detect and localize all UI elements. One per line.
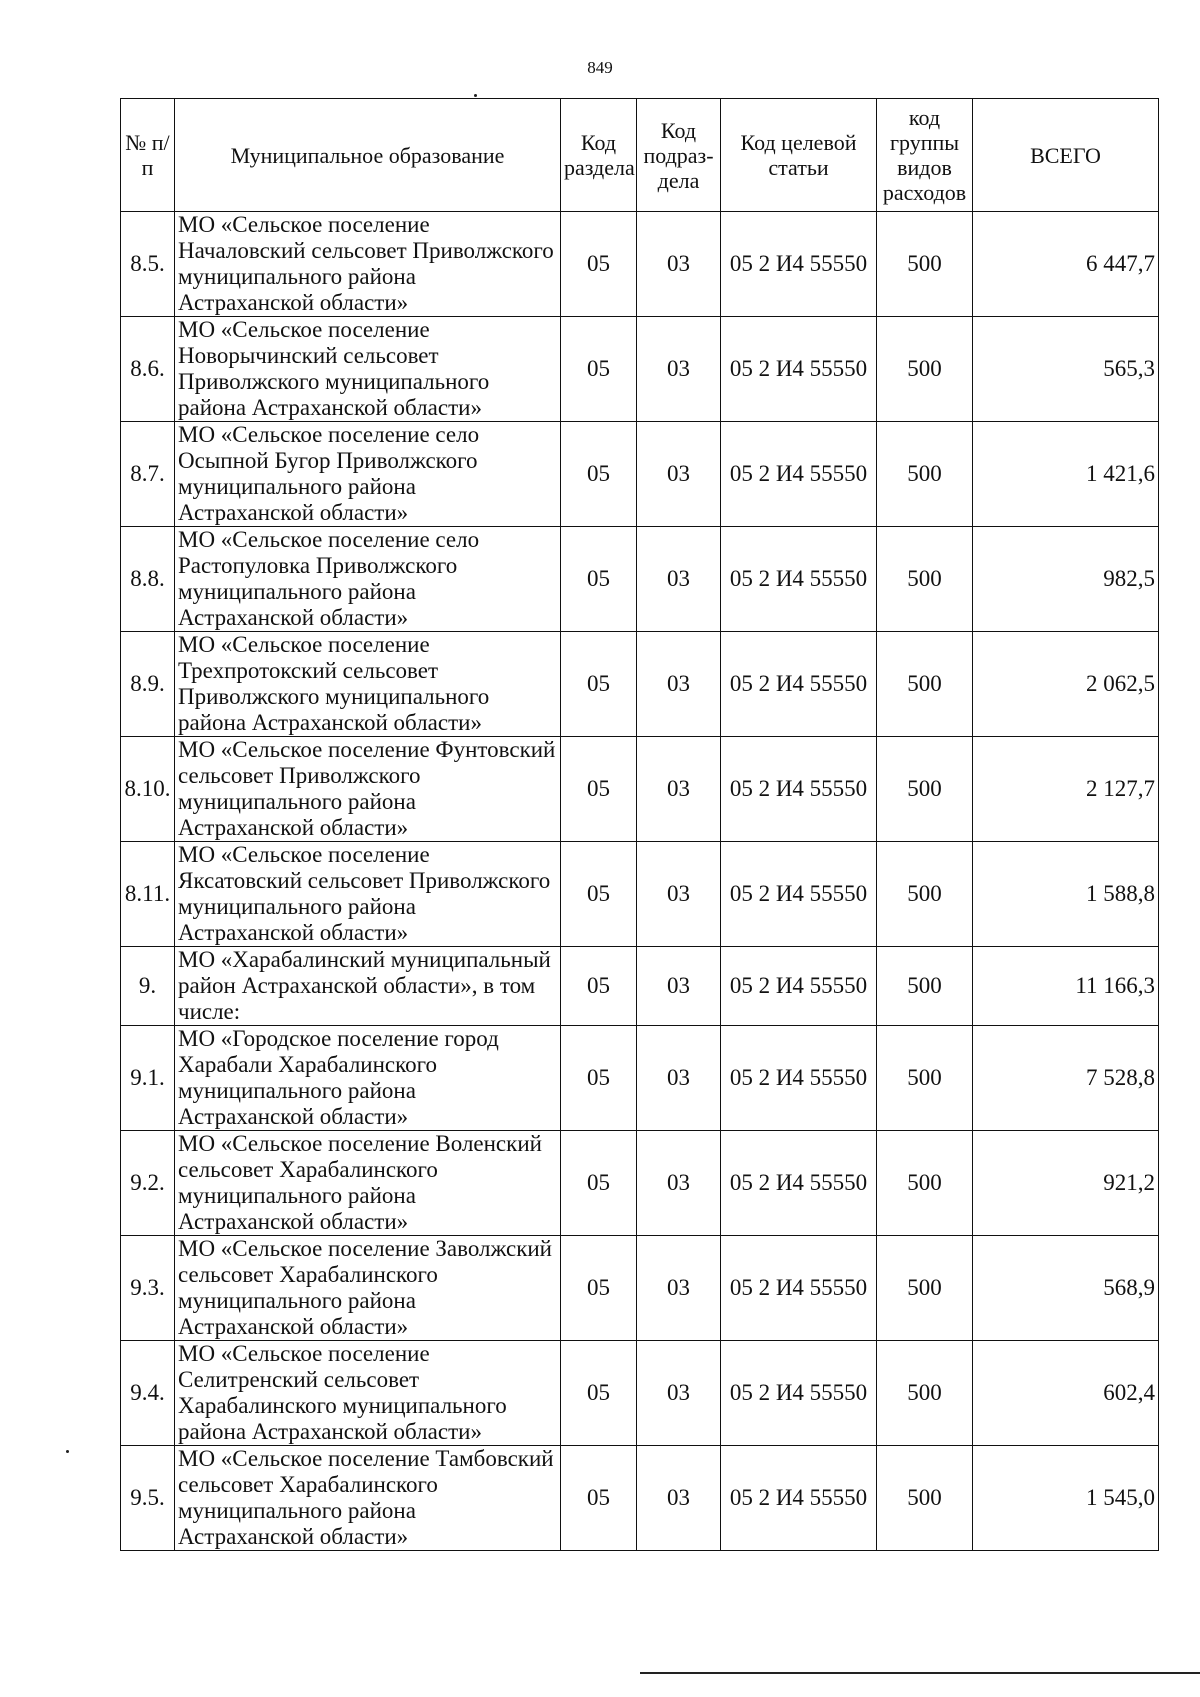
row-number: 9.3.	[121, 1236, 175, 1341]
table-row	[121, 317, 1159, 422]
table-row	[121, 1131, 1159, 1236]
target-code: 05 2 И4 55550	[721, 947, 877, 1026]
total-amount: 1 421,6	[973, 422, 1159, 527]
row-number: 8.8.	[121, 527, 175, 632]
expense-group: 500	[877, 1026, 973, 1131]
bottom-rule	[640, 1672, 1200, 1674]
target-code: 05 2 И4 55550	[721, 1341, 877, 1446]
municipality-name: МО «Сельское поселение Началовский сельсовет Приволжского муниципального района Астраханской области»	[175, 212, 561, 317]
municipality-name: МО «Сельское поселение Тамбовский сельсовет Харабалинского муниципального района Астраханской области»	[175, 1446, 561, 1551]
municipality-name: МО «Харабалинский муниципальный район Астраханской области», в том числе:	[175, 947, 561, 1026]
target-code: 05 2 И4 55550	[721, 527, 877, 632]
target-code: 05 2 И4 55550	[721, 1236, 877, 1341]
header-section-code: Код раздела	[561, 99, 637, 212]
table-row	[121, 212, 1159, 317]
row-number: 8.6.	[121, 317, 175, 422]
total-amount: 921,2	[973, 1131, 1159, 1236]
section-code: 05	[561, 1341, 637, 1446]
expense-group: 500	[877, 1131, 973, 1236]
target-code: 05 2 И4 55550	[721, 1131, 877, 1236]
subsection-code: 03	[637, 317, 721, 422]
header-expense-group: код группы видов расходов	[877, 99, 973, 212]
section-code: 05	[561, 317, 637, 422]
header-municipality: Муниципальное образование	[175, 99, 561, 212]
row-number: 8.10.	[121, 737, 175, 842]
scan-speck	[474, 94, 477, 97]
total-amount: 565,3	[973, 317, 1159, 422]
table-row	[121, 1236, 1159, 1341]
total-amount: 6 447,7	[973, 212, 1159, 317]
total-amount: 602,4	[973, 1341, 1159, 1446]
total-amount: 2 127,7	[973, 737, 1159, 842]
scan-speck	[66, 1450, 69, 1453]
total-amount: 7 528,8	[973, 1026, 1159, 1131]
row-number: 8.5.	[121, 212, 175, 317]
expense-group: 500	[877, 737, 973, 842]
target-code: 05 2 И4 55550	[721, 737, 877, 842]
header-total: ВСЕГО	[973, 99, 1159, 212]
table-row	[121, 1446, 1159, 1551]
subsection-code: 03	[637, 842, 721, 947]
municipality-name: МО «Сельское поселение Селитренский сельсовет Харабалинского муниципального района Астраханской области»	[175, 1341, 561, 1446]
subsection-code: 03	[637, 527, 721, 632]
table-header-row	[121, 99, 1159, 212]
target-code: 05 2 И4 55550	[721, 1026, 877, 1131]
subsection-code: 03	[637, 1026, 721, 1131]
total-amount: 982,5	[973, 527, 1159, 632]
municipality-name: МО «Сельское поселение Заволжский сельсовет Харабалинского муниципального района Астраханской области»	[175, 1236, 561, 1341]
table-body	[121, 212, 1159, 1551]
subsection-code: 03	[637, 1236, 721, 1341]
table-row	[121, 737, 1159, 842]
section-code: 05	[561, 1026, 637, 1131]
subsection-code: 03	[637, 1341, 721, 1446]
row-number: 9.5.	[121, 1446, 175, 1551]
expense-group: 500	[877, 1236, 973, 1341]
municipality-name: МО «Сельское поселение Трехпротокский сельсовет Приволжского муниципального района Астраханской области»	[175, 632, 561, 737]
target-code: 05 2 И4 55550	[721, 422, 877, 527]
total-amount: 1 545,0	[973, 1446, 1159, 1551]
row-number: 8.7.	[121, 422, 175, 527]
section-code: 05	[561, 422, 637, 527]
expense-group: 500	[877, 212, 973, 317]
subsection-code: 03	[637, 947, 721, 1026]
row-number: 8.9.	[121, 632, 175, 737]
total-amount: 2 062,5	[973, 632, 1159, 737]
expense-group: 500	[877, 842, 973, 947]
municipality-name: МО «Городское поселение город Харабали Харабалинского муниципального района Астраханской области»	[175, 1026, 561, 1131]
table-row	[121, 632, 1159, 737]
expense-group: 500	[877, 1341, 973, 1446]
section-code: 05	[561, 1446, 637, 1551]
target-code: 05 2 И4 55550	[721, 632, 877, 737]
table-row	[121, 527, 1159, 632]
subsection-code: 03	[637, 422, 721, 527]
target-code: 05 2 И4 55550	[721, 842, 877, 947]
expense-group: 500	[877, 527, 973, 632]
budget-table	[120, 98, 1159, 1551]
section-code: 05	[561, 947, 637, 1026]
row-number: 9.2.	[121, 1131, 175, 1236]
table-row	[121, 947, 1159, 1026]
subsection-code: 03	[637, 212, 721, 317]
row-number: 9.1.	[121, 1026, 175, 1131]
municipality-name: МО «Сельское поселение село Осыпной Бугор Приволжского муниципального района Астраханской области»	[175, 422, 561, 527]
row-number: 9.4.	[121, 1341, 175, 1446]
municipality-name: МО «Сельское поселение Новорычинский сельсовет Приволжского муниципального района Астраханской области»	[175, 317, 561, 422]
subsection-code: 03	[637, 1446, 721, 1551]
municipality-name: МО «Сельское поселение Фунтовский сельсовет Приволжского муниципального района Астраханской области»	[175, 737, 561, 842]
section-code: 05	[561, 632, 637, 737]
expense-group: 500	[877, 317, 973, 422]
target-code: 05 2 И4 55550	[721, 317, 877, 422]
expense-group: 500	[877, 422, 973, 527]
municipality-name: МО «Сельское поселение Воленский сельсовет Харабалинского муниципального района Астраханской области»	[175, 1131, 561, 1236]
header-number: № п/п	[121, 99, 175, 212]
expense-group: 500	[877, 947, 973, 1026]
expense-group: 500	[877, 632, 973, 737]
total-amount: 1 588,8	[973, 842, 1159, 947]
total-amount: 11 166,3	[973, 947, 1159, 1026]
row-number: 8.11.	[121, 842, 175, 947]
target-code: 05 2 И4 55550	[721, 212, 877, 317]
municipality-name: МО «Сельское поселение Яксатовский сельсовет Приволжского муниципального района Астраханской области»	[175, 842, 561, 947]
subsection-code: 03	[637, 1131, 721, 1236]
page-number: 849	[587, 58, 613, 77]
table-row	[121, 1026, 1159, 1131]
target-code: 05 2 И4 55550	[721, 1446, 877, 1551]
section-code: 05	[561, 842, 637, 947]
row-number: 9.	[121, 947, 175, 1026]
section-code: 05	[561, 737, 637, 842]
header-target-code: Код целевой статьи	[721, 99, 877, 212]
table-row	[121, 1341, 1159, 1446]
section-code: 05	[561, 1236, 637, 1341]
section-code: 05	[561, 527, 637, 632]
table-row	[121, 422, 1159, 527]
subsection-code: 03	[637, 632, 721, 737]
header-subsection-code: Код подраз-дела	[637, 99, 721, 212]
expense-group: 500	[877, 1446, 973, 1551]
section-code: 05	[561, 212, 637, 317]
total-amount: 568,9	[973, 1236, 1159, 1341]
subsection-code: 03	[637, 737, 721, 842]
table-row	[121, 842, 1159, 947]
municipality-name: МО «Сельское поселение село Растопуловка Приволжского муниципального района Астраханской области»	[175, 527, 561, 632]
section-code: 05	[561, 1131, 637, 1236]
